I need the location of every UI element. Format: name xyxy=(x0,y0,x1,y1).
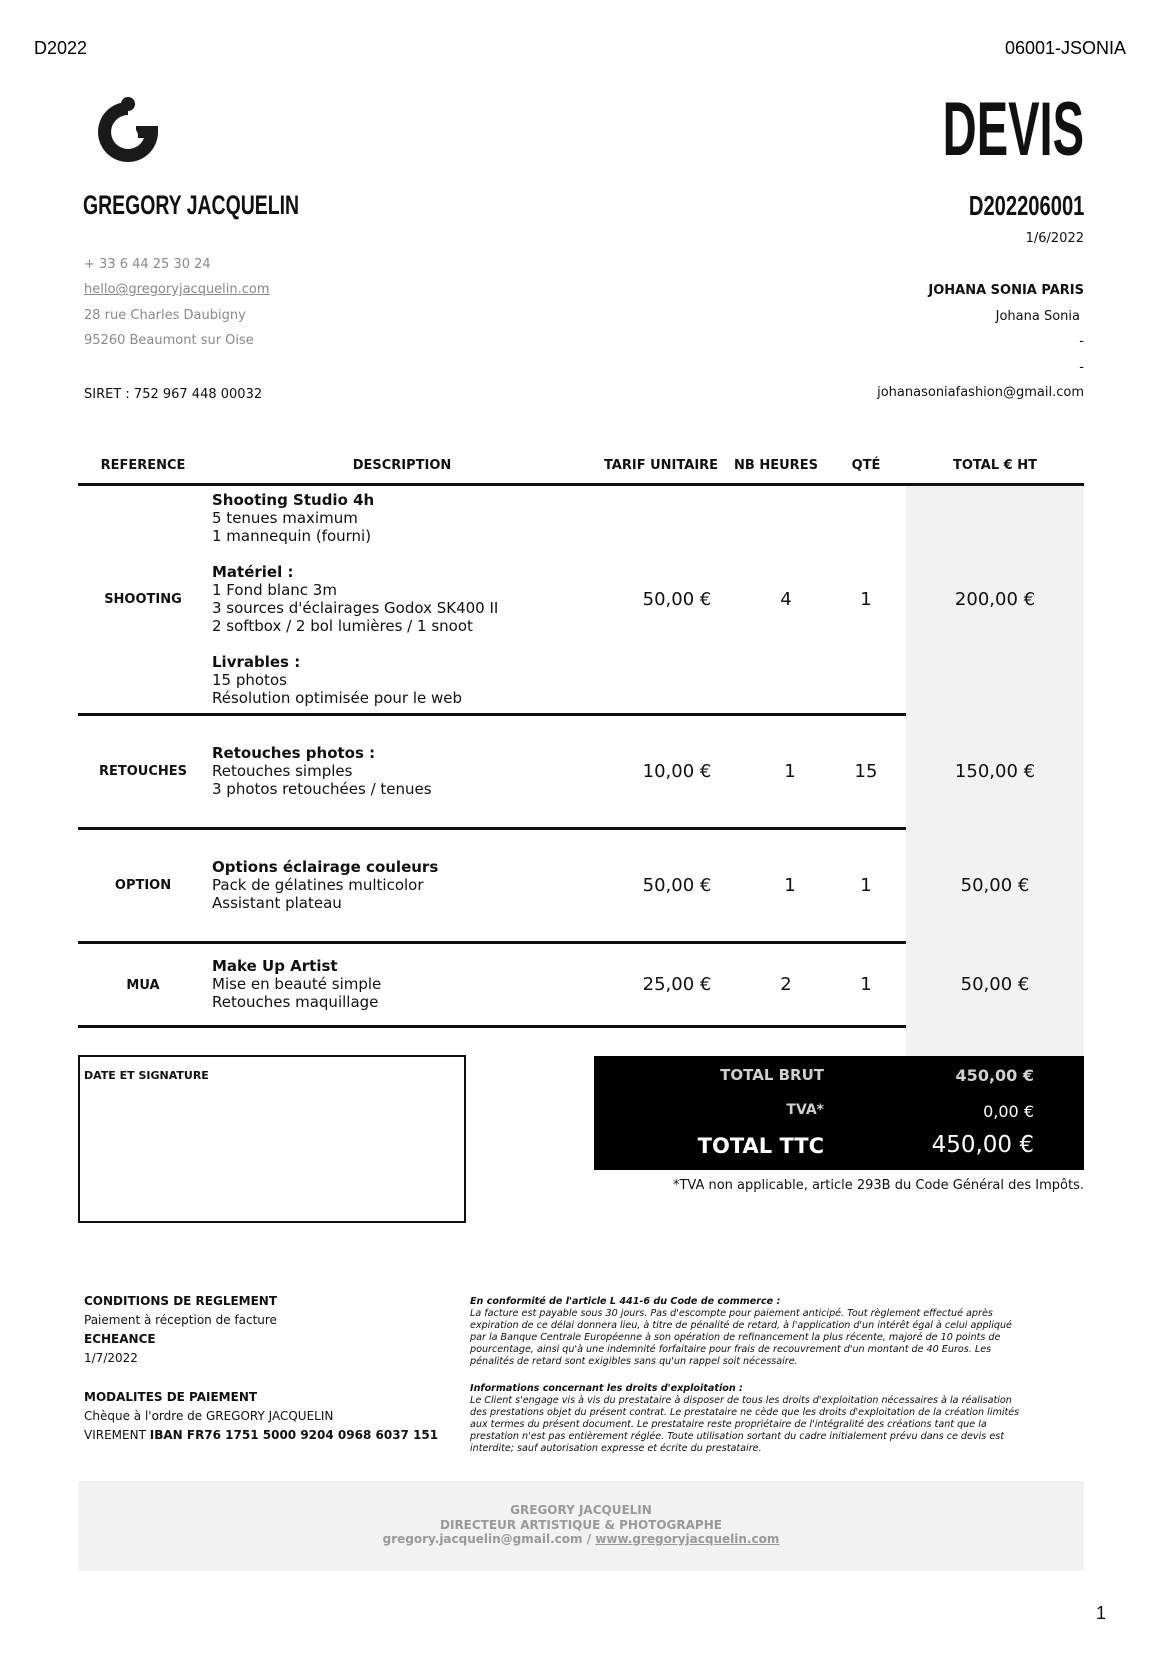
col-header-reference: REFERENCE xyxy=(100,458,186,473)
col-header-qte: QTÉ xyxy=(851,458,881,473)
row-qte: 1 xyxy=(860,875,872,896)
desc-line: Make Up Artist xyxy=(212,957,338,975)
echeance-date: 1/7/2022 xyxy=(84,1351,138,1365)
row-tarif: 10,00 € xyxy=(642,761,712,782)
row-divider xyxy=(78,1025,906,1028)
row-reference: SHOOTING xyxy=(104,592,182,607)
doc-type-title: DEVIS xyxy=(942,87,1084,172)
company-name: GREGORY JACQUELIN xyxy=(83,190,300,220)
footer-name: GREGORY JACQUELIN xyxy=(510,1503,652,1517)
tva-label: TVA* xyxy=(786,1102,824,1118)
total-brut-label: TOTAL BRUT xyxy=(720,1066,824,1084)
legal-section-rights xyxy=(470,1383,1030,1455)
desc-line: Retouches maquillage xyxy=(212,993,379,1011)
legal-title-payment: En conformité de l'article L 441-6 du Code de commerce : xyxy=(470,1296,781,1307)
total-brut-value: 450,00 € xyxy=(955,1066,1034,1085)
row-heures: 1 xyxy=(784,875,796,896)
signature-label: DATE ET SIGNATURE xyxy=(84,1069,209,1082)
desc-line xyxy=(212,545,572,563)
desc-line: Shooting Studio 4h xyxy=(212,491,375,509)
client-company: JOHANA SONIA PARIS xyxy=(928,283,1084,298)
company-address-line2: 95260 Beaumont sur Oise xyxy=(84,333,254,348)
row-description xyxy=(212,858,572,912)
conditions-text: Paiement à réception de facture xyxy=(84,1313,277,1327)
virement-label: VIREMENT xyxy=(84,1428,146,1442)
page-header-left: D2022 xyxy=(34,38,88,58)
row-reference: OPTION xyxy=(114,878,172,893)
footer-email[interactable]: gregory.jacquelin@gmail.com xyxy=(382,1532,583,1546)
company-phone: + 33 6 44 25 30 24 xyxy=(84,257,211,272)
signature-box[interactable] xyxy=(78,1055,466,1223)
total-ttc-value: 450,00 € xyxy=(931,1132,1034,1158)
client-line4: - xyxy=(1079,360,1084,375)
row-description xyxy=(212,957,572,1011)
row-reference: MUA xyxy=(126,978,160,993)
desc-line: 2 softbox / 2 bol lumières / 1 snoot xyxy=(212,617,473,635)
desc-line: 1 mannequin (fourni) xyxy=(212,527,372,545)
desc-line: 5 tenues maximum xyxy=(212,509,358,527)
total-ttc-label: TOTAL TTC xyxy=(697,1134,824,1158)
company-siret: SIRET : 752 967 448 00032 xyxy=(84,387,263,402)
modalites-title: MODALITES DE PAIEMENT xyxy=(84,1390,258,1404)
doc-number: D202206001 xyxy=(968,190,1084,221)
tva-value: 0,00 € xyxy=(983,1102,1034,1121)
desc-line: Matériel : xyxy=(212,563,294,581)
desc-line: Options éclairage couleurs xyxy=(212,858,439,876)
col-header-total: TOTAL € HT xyxy=(953,458,1037,473)
company-address-line1: 28 rue Charles Daubigny xyxy=(84,308,246,323)
row-qte: 1 xyxy=(860,589,872,610)
footer xyxy=(78,1481,1084,1571)
row-heures: 2 xyxy=(780,974,792,995)
row-qte: 1 xyxy=(860,974,872,995)
row-description xyxy=(212,744,572,798)
desc-line: Pack de gélatines multicolor xyxy=(212,876,424,894)
iban: IBAN FR76 1751 5000 9204 0968 6037 151 xyxy=(149,1428,439,1442)
desc-line xyxy=(212,635,572,653)
footer-role: DIRECTEUR ARTISTIQUE & PHOTOGRAPHE xyxy=(440,1517,722,1532)
footer-separator: / xyxy=(582,1532,596,1546)
legal-text-rights: Le Client s'engage vis à vis du prestataire à disposer de tous les droits d'exploitation nécessaires à la réalisation des prestations objet du présent contrat. Le prestataire ne cède que les droits d'exploitation de la création limités aux termes du présent document. Le prestataire reste propriétaire de l'intégralité des créations tant que la prestation n'est pas entièrement réglée. Toute utilisation sortant du cadre initialement prévu dans ce devis est interdite; sauf autorisation expresse et écrite du prestataire. xyxy=(470,1395,1020,1454)
row-total: 50,00 € xyxy=(960,875,1030,896)
row-tarif: 25,00 € xyxy=(642,974,712,995)
desc-line: Mise en beauté simple xyxy=(212,975,382,993)
conditions-title: CONDITIONS DE REGLEMENT xyxy=(84,1294,278,1308)
row-total: 50,00 € xyxy=(960,974,1030,995)
desc-line: Retouches photos : xyxy=(212,744,376,762)
desc-line: 15 photos xyxy=(212,671,287,689)
legal-section-payment xyxy=(470,1296,1030,1368)
legal-title-rights: Informations concernant les droits d'exploitation : xyxy=(470,1383,743,1394)
footer-website-link[interactable]: www.gregoryjacquelin.com xyxy=(595,1532,780,1546)
echeance-title: ECHEANCE xyxy=(84,1332,156,1346)
row-reference: RETOUCHES xyxy=(98,764,188,779)
client-email: johanasoniafashion@gmail.com xyxy=(877,385,1084,400)
payment-cheque: Chèque à l'ordre de GREGORY JACQUELIN xyxy=(84,1409,334,1423)
footer-contact xyxy=(78,1532,1084,1547)
desc-line: 3 photos retouchées / tenues xyxy=(212,780,432,798)
page-header-right: 06001-JSONIA xyxy=(1004,38,1126,58)
desc-line: 3 sources d'éclairages Godox SK400 II xyxy=(212,599,499,617)
desc-line: Résolution optimisée pour le web xyxy=(212,689,463,707)
doc-date: 1/6/2022 xyxy=(1025,231,1084,246)
totals-box xyxy=(594,1056,1084,1170)
legal-text-payment: La facture est payable sous 30 jours. Pas d'escompte pour paiement anticipé. Tout règlement effectué après expiration de ce délai donnera lieu, à titre de pénalité de retard, à l'application d'un intérêt égal à celui appliqué par la Banque Centrale Européenne à son opération de refinancement la plus récente, majoré de 10 points de pourcentage, ainsi qu'à une indemnité forfaitaire pour frais de recouvrement d'un montant de 40 Euros. Les pénalités de retard sont exigibles sans qu'un rappel soit nécessaire. xyxy=(470,1308,1012,1367)
row-divider xyxy=(78,827,906,830)
row-total: 200,00 € xyxy=(954,589,1036,610)
row-divider xyxy=(78,941,906,944)
g-logo-icon xyxy=(92,96,164,168)
desc-line: 1 Fond blanc 3m xyxy=(212,581,337,599)
row-tarif: 50,00 € xyxy=(642,589,712,610)
desc-line: Assistant plateau xyxy=(212,894,342,912)
desc-line: Retouches simples xyxy=(212,762,353,780)
row-description xyxy=(212,491,572,707)
row-heures: 4 xyxy=(780,589,792,610)
payment-virement xyxy=(84,1428,438,1442)
col-header-description: DESCRIPTION xyxy=(352,458,452,473)
company-email-link[interactable]: hello@gregoryjacquelin.com xyxy=(84,282,270,297)
page-number: 1 xyxy=(1095,1603,1106,1623)
desc-line: Livrables : xyxy=(212,653,301,671)
client-line3: - xyxy=(1079,334,1084,349)
row-total: 150,00 € xyxy=(954,761,1036,782)
row-qte: 15 xyxy=(854,761,878,782)
row-tarif: 50,00 € xyxy=(642,875,712,896)
col-header-heures: NB HEURES xyxy=(734,458,818,473)
col-header-tarif: TARIF UNITAIRE xyxy=(603,458,719,473)
tva-note: *TVA non applicable, article 293B du Code Général des Impôts. xyxy=(672,1178,1084,1193)
row-divider xyxy=(78,713,906,716)
client-name: Johana Sonia xyxy=(995,309,1080,324)
row-heures: 1 xyxy=(784,761,796,782)
